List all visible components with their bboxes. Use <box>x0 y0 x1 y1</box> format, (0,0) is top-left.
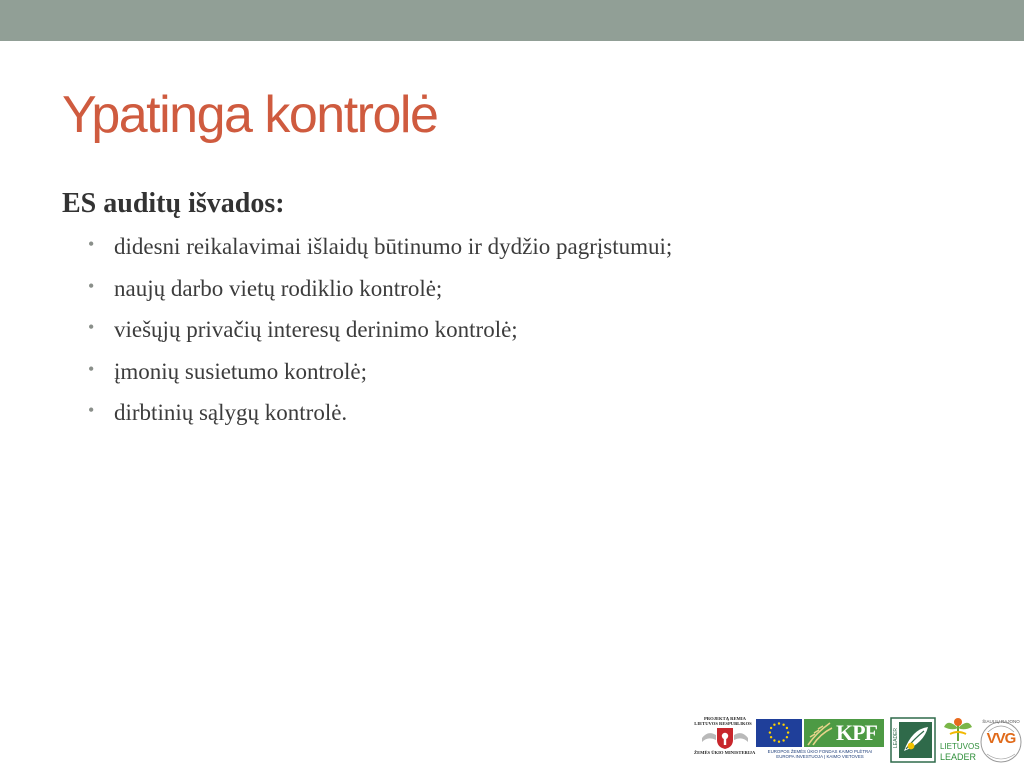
kpf-badge <box>804 719 884 747</box>
bullet-item <box>88 275 672 317</box>
slide-subtitle: ES auditų išvados: <box>62 188 285 219</box>
bullet-text: dirbtinių sąlygų kontrolė. <box>114 400 348 425</box>
vvg-logo <box>978 716 1024 764</box>
bullet-item <box>88 399 672 441</box>
top-accent-bar <box>0 0 1024 41</box>
bullet-icon: • <box>88 234 95 254</box>
ministry-logo-line2: LIETUVOS RESPUBLIKOS <box>694 721 752 727</box>
bullet-text: viešųjų privačių interesų derinimo kontrolė; <box>114 317 518 342</box>
ministry-logo <box>694 716 756 762</box>
eu-flag-icon <box>756 719 802 747</box>
lietuvos-leader-line1: LIETUVOS <box>940 742 980 751</box>
ministry-logo-line1: PROJEKTĄ REMIA <box>704 716 746 721</box>
bullet-text: įmonių susietumo kontrolė; <box>114 358 367 384</box>
ministry-logo-line3: ŽEMĖS ŪKIO MINISTERIJA <box>694 750 756 756</box>
wheat-icon <box>804 719 834 747</box>
bullet-icon: • <box>88 317 95 337</box>
eu-kpf-logo <box>756 719 884 765</box>
bullet-item <box>88 358 672 400</box>
vvg-text: VVG <box>986 730 1016 747</box>
bullet-item <box>88 316 672 358</box>
vvg-arc-text: ŠIAULIŲ RAJONO <box>982 719 1020 724</box>
leader-text: LEADER <box>893 727 900 749</box>
coat-of-arms-icon <box>698 726 752 750</box>
bullet-list <box>88 233 672 441</box>
lietuvos-leader-logo <box>940 716 980 764</box>
slide-title: Ypatinga kontrolė <box>62 86 438 144</box>
bullet-icon: • <box>88 275 95 296</box>
bullet-icon: • <box>88 400 95 420</box>
plant-icon <box>940 716 976 742</box>
leader-logo <box>890 717 936 763</box>
kpf-caption-2: EUROPA INVESTUOJA Į KAIMO VIETOVES <box>776 754 864 760</box>
kpf-caption-1: EUROPOS ŽEMĖS ŪKIO FONDAS KAIMO PLĖTRAI <box>767 749 873 754</box>
bullet-item <box>88 233 672 275</box>
bullet-text: naujų darbo vietų rodiklio kontrolė; <box>114 275 443 301</box>
kpf-brand: KPF <box>836 720 877 745</box>
bullet-text: didesni reikalavimai išlaidų būtinumo ir dydžio pagrįstumui; <box>114 234 673 259</box>
bullet-icon: • <box>88 358 95 379</box>
lietuvos-leader-line2: LEADER <box>940 752 977 762</box>
